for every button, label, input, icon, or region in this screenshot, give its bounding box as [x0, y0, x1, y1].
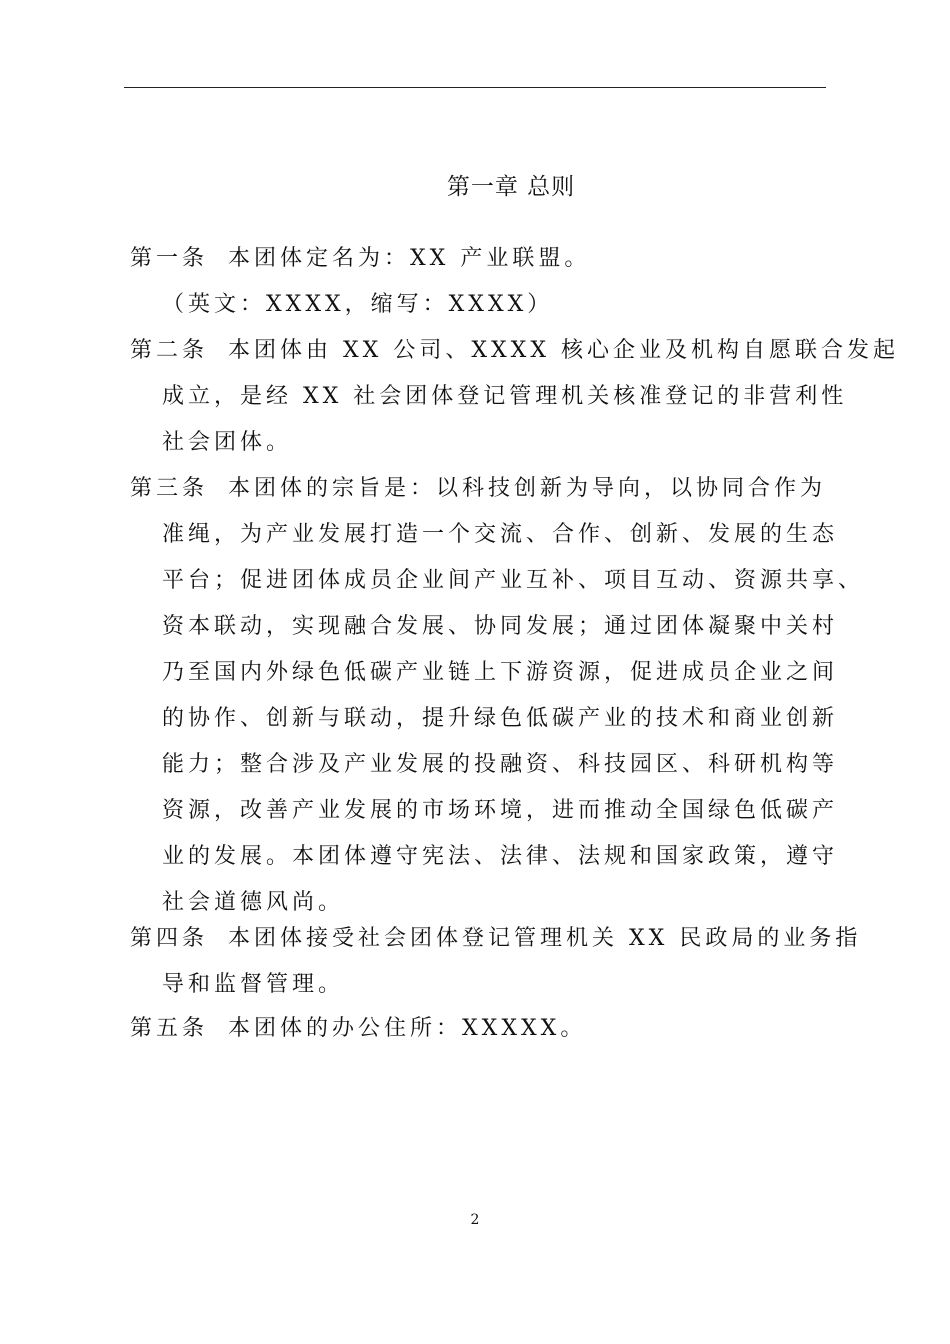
- article-line: 社会团体。: [162, 430, 293, 455]
- article-line: 第五条 本团体的办公住所：XXXXX。: [130, 1016, 587, 1041]
- article-line: 资本联动，实现融合发展、协同发展；通过团体凝聚中关村: [162, 614, 839, 639]
- article-label: 第三条: [130, 476, 209, 501]
- article-line: 成立，是经 XX 社会团体登记管理机关核准登记的非营利性: [162, 384, 848, 409]
- article-line: 第三条 本团体的宗旨是：以科技创新为导向，以协同合作为: [130, 476, 827, 501]
- article-line: 第二条 本团体由 XX 公司、XXXX 核心企业及机构自愿联合发起: [130, 338, 899, 363]
- article-label: 第一条: [130, 246, 209, 271]
- article-line: 业的发展。本团体遵守宪法、法律、法规和国家政策，遵守: [162, 844, 839, 869]
- chapter-title: 第一章 总则: [446, 174, 576, 200]
- header-rule: [124, 87, 826, 88]
- article-line: 平台；促进团体成员企业间产业互补、项目互动、资源共享、: [162, 568, 865, 593]
- article-5: [130, 1006, 830, 1052]
- article-line: 准绳，为产业发展打造一个交流、合作、创新、发展的生态: [162, 522, 839, 547]
- article-line: 资源，改善产业发展的市场环境，进而推动全国绿色低碳产: [162, 798, 839, 823]
- article-line: 第一条 本团体定名为：XX 产业联盟。: [130, 246, 591, 271]
- article-line: 导和监督管理。: [162, 972, 345, 997]
- article-line: 乃至国内外绿色低碳产业链上下游资源，促进成员企业之间: [162, 660, 839, 685]
- article-label: 第四条: [130, 926, 209, 951]
- article-3: [130, 466, 865, 926]
- article-line: 能力；整合涉及产业发展的投融资、科技园区、科研机构等: [162, 752, 839, 777]
- article-line: （英文：XXXX，缩写：XXXX）: [162, 292, 554, 317]
- article-1: [130, 236, 830, 328]
- article-2: [130, 328, 899, 466]
- article-label: 第二条: [130, 338, 209, 363]
- article-line: 社会道德风尚。: [162, 890, 345, 915]
- article-4: [130, 916, 862, 1008]
- page-number: 2: [470, 1212, 480, 1228]
- article-label: 第五条: [130, 1016, 209, 1041]
- article-line: 第四条 本团体接受社会团体登记管理机关 XX 民政局的业务指: [130, 926, 862, 951]
- article-line: 的协作、创新与联动，提升绿色低碳产业的技术和商业创新: [162, 706, 839, 731]
